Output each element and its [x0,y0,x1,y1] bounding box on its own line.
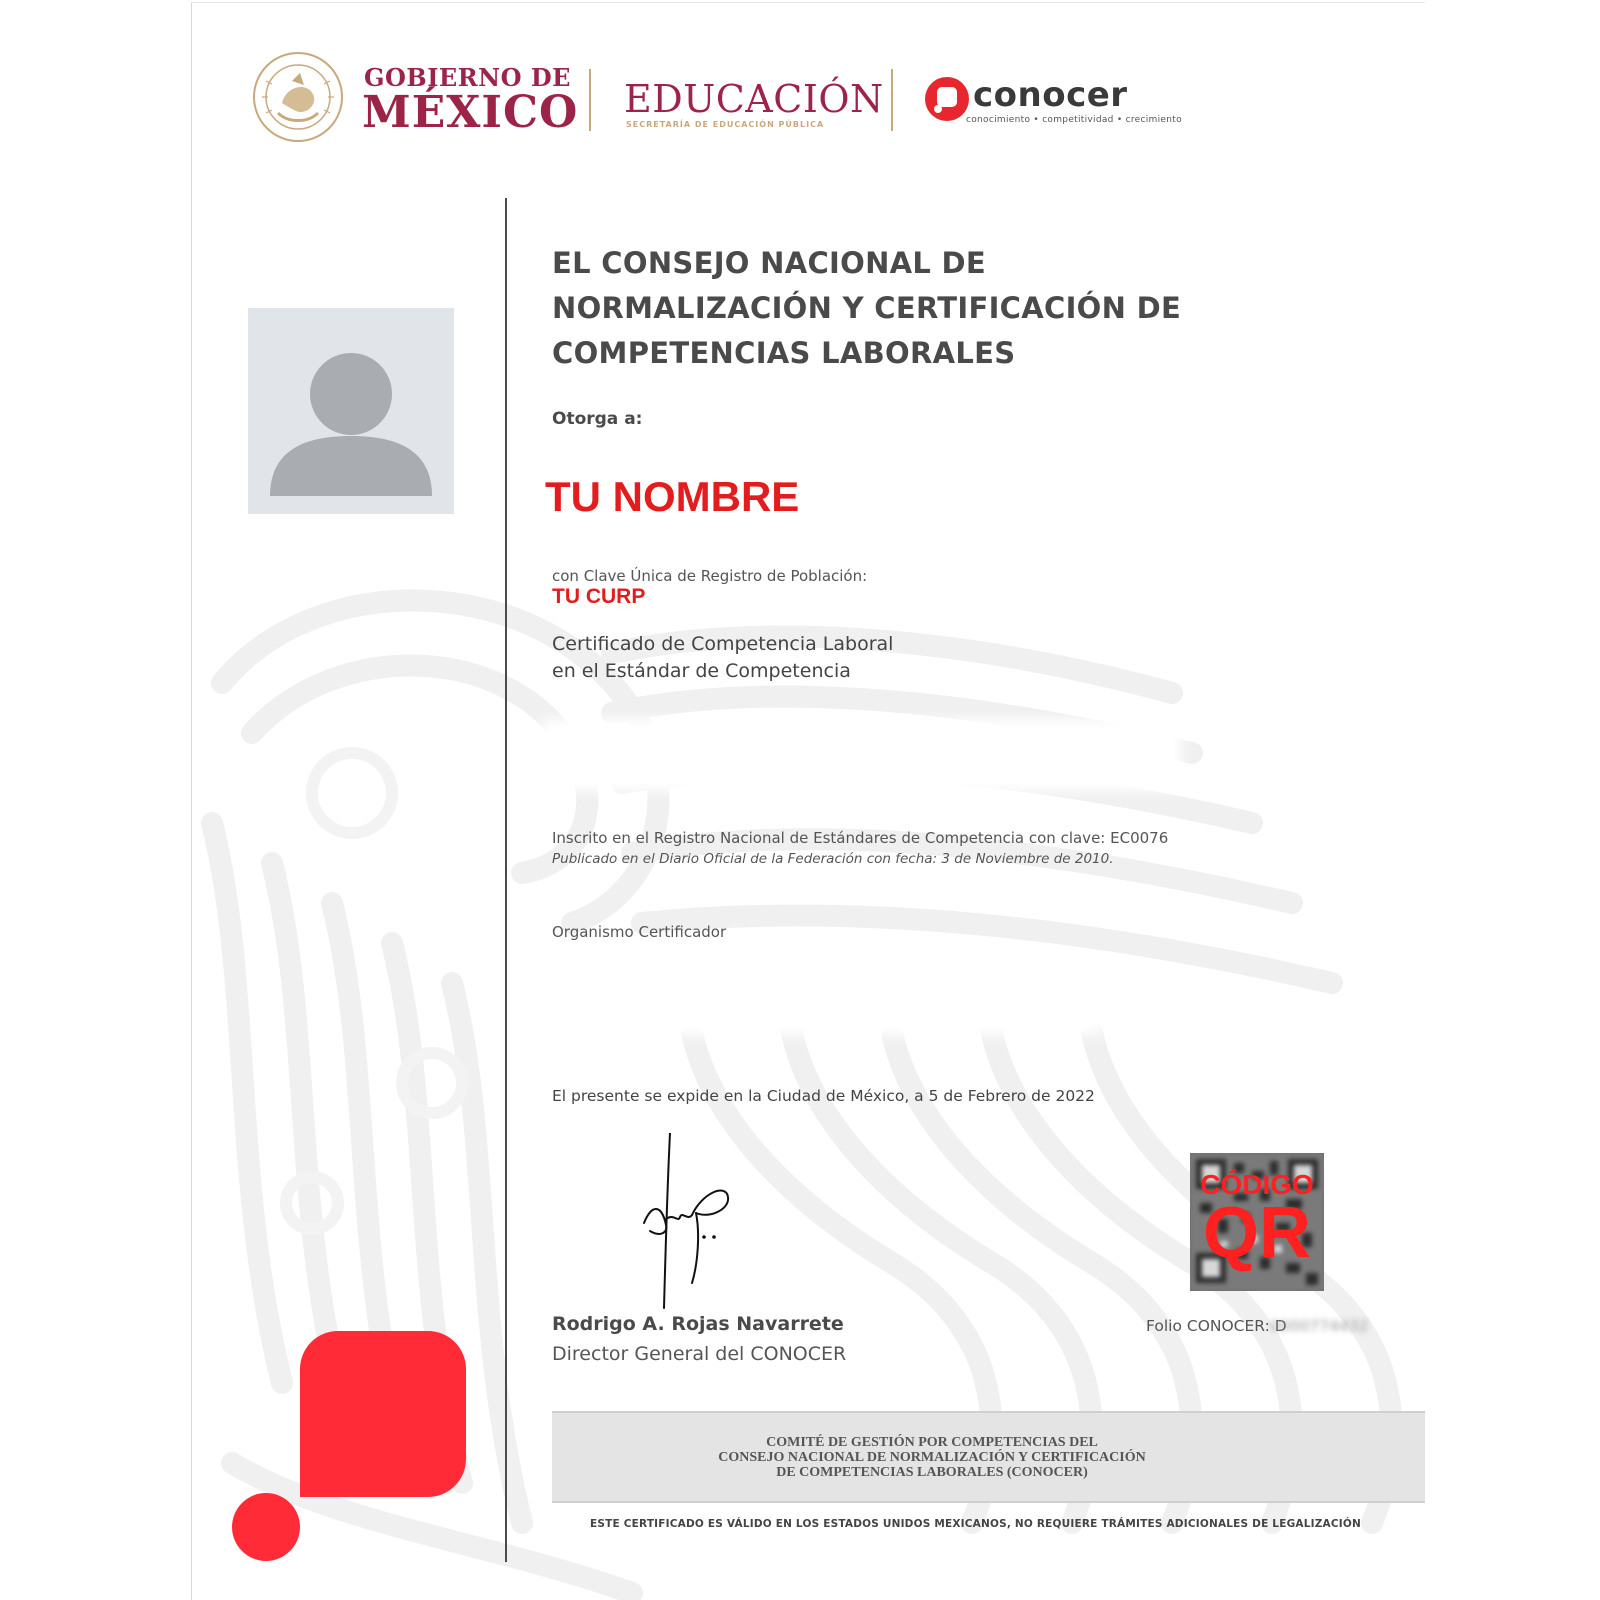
folio-label: Folio CONOCER: D [1146,1317,1287,1335]
signatory-title: Director General del CONOCER [552,1343,847,1365]
registro-text: Inscrito en el Registro Nacional de Estándares de Competencia con clave: EC0076 [552,829,1169,847]
curp-label: con Clave Única de Registro de Población: [552,567,868,585]
folio-number-blurred: 0000774432 [1270,1317,1369,1335]
organismo-redacted [542,963,1102,1035]
committee-text [552,1435,1312,1480]
conocer-logo-icon [924,76,970,122]
header-divider [891,69,893,131]
otorga-label: Otorga a: [552,409,643,429]
conocer-tagline: conocimiento • competitividad • crecimiento [966,115,1182,125]
header-divider [589,69,591,131]
recipient-name: TU NOMBRE [545,473,800,520]
committee-line2: CONSEJO NACIONAL DE NORMALIZACIÓN Y CERTIFICACIÓN [718,1450,1146,1465]
validity-note: ESTE CERTIFICADO ES VÁLIDO EN LOS ESTADOS UNIDOS MEXICANOS, NO REQUIERE TRÁMITES ADICIONALES DE LEGALIZACIÓN [590,1518,1361,1530]
qr-code [1190,1153,1324,1291]
photo-placeholder [248,308,454,514]
committee-line3: DE COMPETENCIAS LABORALES (CONOCER) [776,1465,1088,1480]
issue-date-text: El presente se expide en la Ciudad de México, a 5 de Febrero de 2022 [552,1087,1095,1105]
standard-name-redacted [542,719,1182,791]
curp-value: TU CURP [552,585,646,608]
gobierno-de-mexico-line2: MÉXICO [362,87,579,138]
red-decor-square [300,1331,466,1497]
certificate-page [191,2,1425,1600]
educacion-subtitle: SECRETARÍA DE EDUCACIÓN PÚBLICA [626,120,825,129]
signatory-name: Rodrigo A. Rojas Navarrete [552,1313,844,1335]
publicado-text: Publicado en el Diario Oficial de la Federación con fecha: 3 de Noviembre de 2010. [552,851,1114,867]
conocer-wordmark: conocer [973,75,1128,115]
national-seal-icon [252,51,344,143]
organismo-label: Organismo Certificador [552,923,727,941]
vertical-divider [505,198,507,1562]
qr-label-qr: QR [1203,1193,1311,1273]
committee-line1: COMITÉ DE GESTIÓN POR COMPETENCIAS DEL [766,1435,1098,1450]
red-decor-circle [232,1493,300,1561]
committee-band [552,1411,1425,1503]
educacion-title: EDUCACIÓN [624,77,884,121]
organization-title: EL CONSEJO NACIONAL DE NORMALIZACIÓN Y CERTIFICACIÓN DE COMPETENCIAS LABORALES [552,246,1182,370]
user-avatar-icon [248,308,454,514]
signature-graphic [640,1133,740,1313]
qr-label-codigo: CÓDIGO [1200,1169,1314,1200]
certificate-type-line2: en el Estándar de Competencia [552,660,851,682]
certificate-type-line1: Certificado de Competencia Laboral [552,633,894,655]
gobierno-de-mexico-line1: GOBIERNO DE [364,63,571,92]
